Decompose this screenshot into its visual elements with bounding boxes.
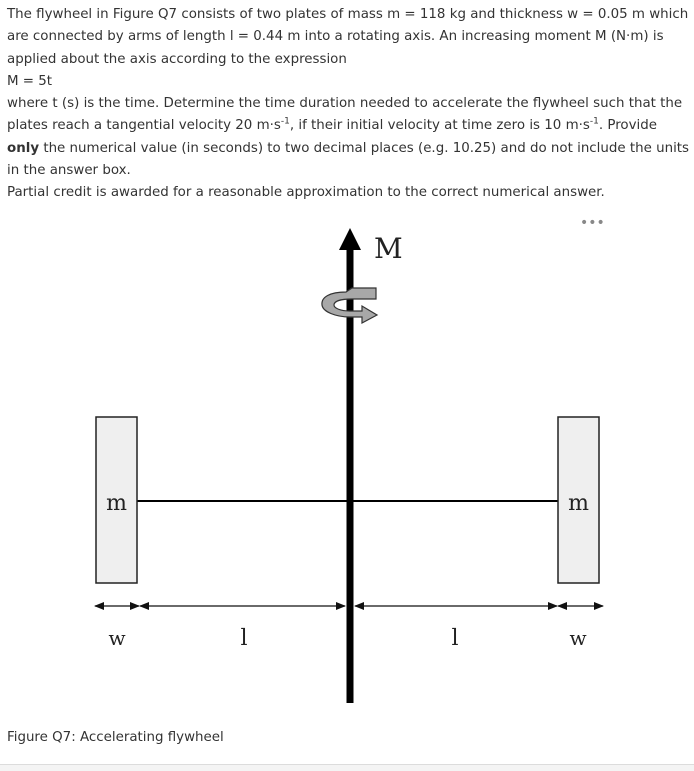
right-length-label: l bbox=[451, 626, 459, 651]
moment-equation: M = 5t bbox=[7, 73, 53, 89]
right-mass-label: m bbox=[568, 491, 589, 516]
figure-caption: Figure Q7: Accelerating flywheel bbox=[7, 730, 224, 745]
right-thickness-label: w bbox=[569, 626, 587, 650]
question-intro: The flywheel in Figure Q7 consists of two plates of mass m = 118 kg and thickness w = 0.05 m which are connected by arms of length l = 0.44 m into a rotating axis. An increasing moment M (N·m) is applied about the axis according to the expression bbox=[7, 7, 689, 67]
moment-label: M bbox=[374, 232, 403, 265]
partial-credit-note: Partial credit is awarded for a reasonable approximation to the correct numerical answer. bbox=[7, 185, 605, 201]
bottom-strip bbox=[0, 765, 694, 771]
more-options-icon[interactable]: ••• bbox=[580, 215, 605, 231]
question-task: where t (s) is the time. Determine the time duration needed to accelerate the flywheel such that the plates reach a tangential velocity 20 $m\cdot s^{-1}$, if their initial velocity at time zero is 10 $m\cdot s^{-1}$. Provide only the numerical value (in seconds) to two decimal places (e.g. 10.25) and do not include the units in the answer box. bbox=[7, 96, 690, 179]
left-length-label: l bbox=[240, 626, 248, 651]
left-thickness-label: w bbox=[108, 626, 126, 650]
left-mass-label: m bbox=[106, 491, 127, 516]
